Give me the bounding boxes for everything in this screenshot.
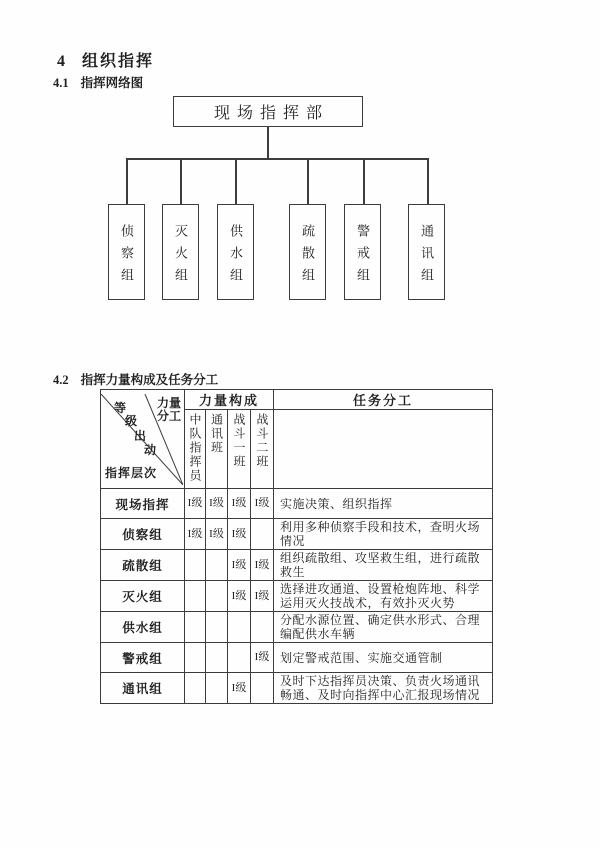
corner-diagonal-char: 等: [114, 400, 127, 415]
level-cell: I级: [206, 489, 228, 519]
subsection-4-2-heading: [53, 370, 218, 388]
task-cell: 利用多种侦察手段和技术，查明火场情况: [274, 519, 493, 550]
level-cell: I级: [228, 519, 251, 550]
subsection-4-1-heading: [53, 73, 143, 91]
force-column-header: [251, 410, 274, 489]
task-cell: 分配水源位置、确定供水形式、合理编配供水车辆: [274, 612, 493, 643]
level-cell: [206, 612, 228, 643]
row-label: 疏散组: [101, 550, 185, 581]
table-row: [101, 519, 493, 550]
corner-diagonal-char: 动: [144, 442, 157, 457]
level-cell: I级: [228, 489, 251, 519]
corner-label-force-division: 力量分工: [156, 395, 181, 423]
level-cell: [206, 550, 228, 581]
subsection-4-2-number: 4.2: [53, 373, 69, 387]
row-label: 侦察组: [101, 519, 185, 550]
level-cell: [185, 673, 206, 704]
corner-diagonal-char: 级: [125, 413, 138, 428]
group-label: 疏散组: [300, 223, 315, 290]
row-label: 现场指挥: [101, 489, 185, 519]
force-column-label: 中队指挥员: [188, 413, 202, 483]
group-label: 警戒组: [355, 223, 370, 290]
connector-root-drop: [267, 127, 269, 159]
force-column-label: 通讯班: [209, 413, 224, 455]
level-cell: [228, 643, 251, 673]
level-cell: [206, 643, 228, 673]
table-row: [101, 612, 493, 643]
level-cell: [228, 612, 251, 643]
row-label: 警戒组: [101, 643, 185, 673]
level-cell: I级: [185, 519, 206, 550]
table-row: [101, 489, 493, 519]
level-cell: [206, 673, 228, 704]
task-division-header: 任务分工: [274, 390, 493, 410]
level-cell: [251, 673, 274, 704]
org-chart-group-box: [217, 204, 254, 300]
group-label: 灭火组: [173, 223, 188, 290]
table-row: [101, 643, 493, 673]
org-chart-group-box: [108, 204, 145, 300]
task-cell: 组织疏散组、攻坚救生组，进行疏散救生: [274, 550, 493, 581]
level-cell: [185, 643, 206, 673]
level-cell: I级: [185, 489, 206, 519]
group-label: 通讯组: [419, 223, 434, 290]
connector-horizontal-bus: [126, 158, 428, 160]
org-chart-group-box: [289, 204, 326, 300]
task-cell: 划定警戒范围、实施交通管制: [274, 643, 493, 673]
table-row: [101, 673, 493, 704]
level-cell: [185, 581, 206, 612]
table-row: [101, 581, 493, 612]
row-label: 灭火组: [101, 581, 185, 612]
level-cell: I级: [251, 581, 274, 612]
force-column-header: [185, 410, 206, 489]
task-cell: 实施决策、组织指挥: [274, 489, 493, 519]
subsection-4-1-number: 4.1: [53, 76, 69, 90]
group-label: 侦察组: [119, 223, 134, 290]
task-cell: 选择进攻通道、设置枪炮阵地、科学运用灭火技战术，有效扑灭火势: [274, 581, 493, 612]
level-cell: [251, 519, 274, 550]
connector-drop-line: [235, 158, 237, 204]
level-cell: I级: [206, 519, 228, 550]
force-composition-header: 力量构成: [185, 390, 274, 410]
subsection-4-1-title: 指挥网络图: [80, 76, 144, 90]
section-number: 4: [57, 53, 65, 70]
force-column-header: [206, 410, 228, 489]
command-force-table: [100, 389, 493, 704]
connector-drop-line: [180, 158, 182, 204]
org-chart-root-box: [173, 96, 363, 127]
connector-drop-line: [427, 158, 429, 204]
corner-label-command-level: 指挥层次: [105, 465, 158, 480]
org-chart-root-label: 现场指挥部: [213, 105, 329, 122]
row-label: 供水组: [101, 612, 185, 643]
section-title: 组织指挥: [82, 53, 155, 70]
task-cell: 及时下达指挥员决策、负责火场通讯畅通、及时向指挥中心汇报现场情况: [274, 673, 493, 704]
org-chart-group-box: [408, 204, 445, 300]
org-chart-group-box: [344, 204, 381, 300]
table-row: [101, 550, 493, 581]
level-cell: I级: [251, 643, 274, 673]
level-cell: I级: [228, 673, 251, 704]
group-label: 供水组: [228, 223, 243, 290]
level-cell: I级: [228, 550, 251, 581]
force-column-label: 战斗二班: [255, 413, 269, 469]
connector-drop-line: [363, 158, 365, 204]
level-cell: [251, 612, 274, 643]
level-cell: I级: [251, 489, 274, 519]
empty-cell: [274, 410, 493, 489]
subsection-4-2-title: 指挥力量构成及任务分工: [80, 373, 219, 387]
level-cell: [185, 612, 206, 643]
level-cell: I级: [251, 550, 274, 581]
corner-diagonal-char: 出: [134, 428, 147, 443]
level-cell: I级: [228, 581, 251, 612]
force-column-label: 战斗一班: [232, 413, 246, 469]
table-corner-cell: [101, 390, 185, 489]
row-label: 通讯组: [101, 673, 185, 704]
level-cell: [206, 581, 228, 612]
org-chart-group-box: [162, 204, 199, 300]
connector-drop-line: [126, 158, 128, 204]
force-column-header: [228, 410, 251, 489]
section-heading: [57, 48, 154, 71]
level-cell: [185, 550, 206, 581]
connector-drop-line: [307, 158, 309, 204]
